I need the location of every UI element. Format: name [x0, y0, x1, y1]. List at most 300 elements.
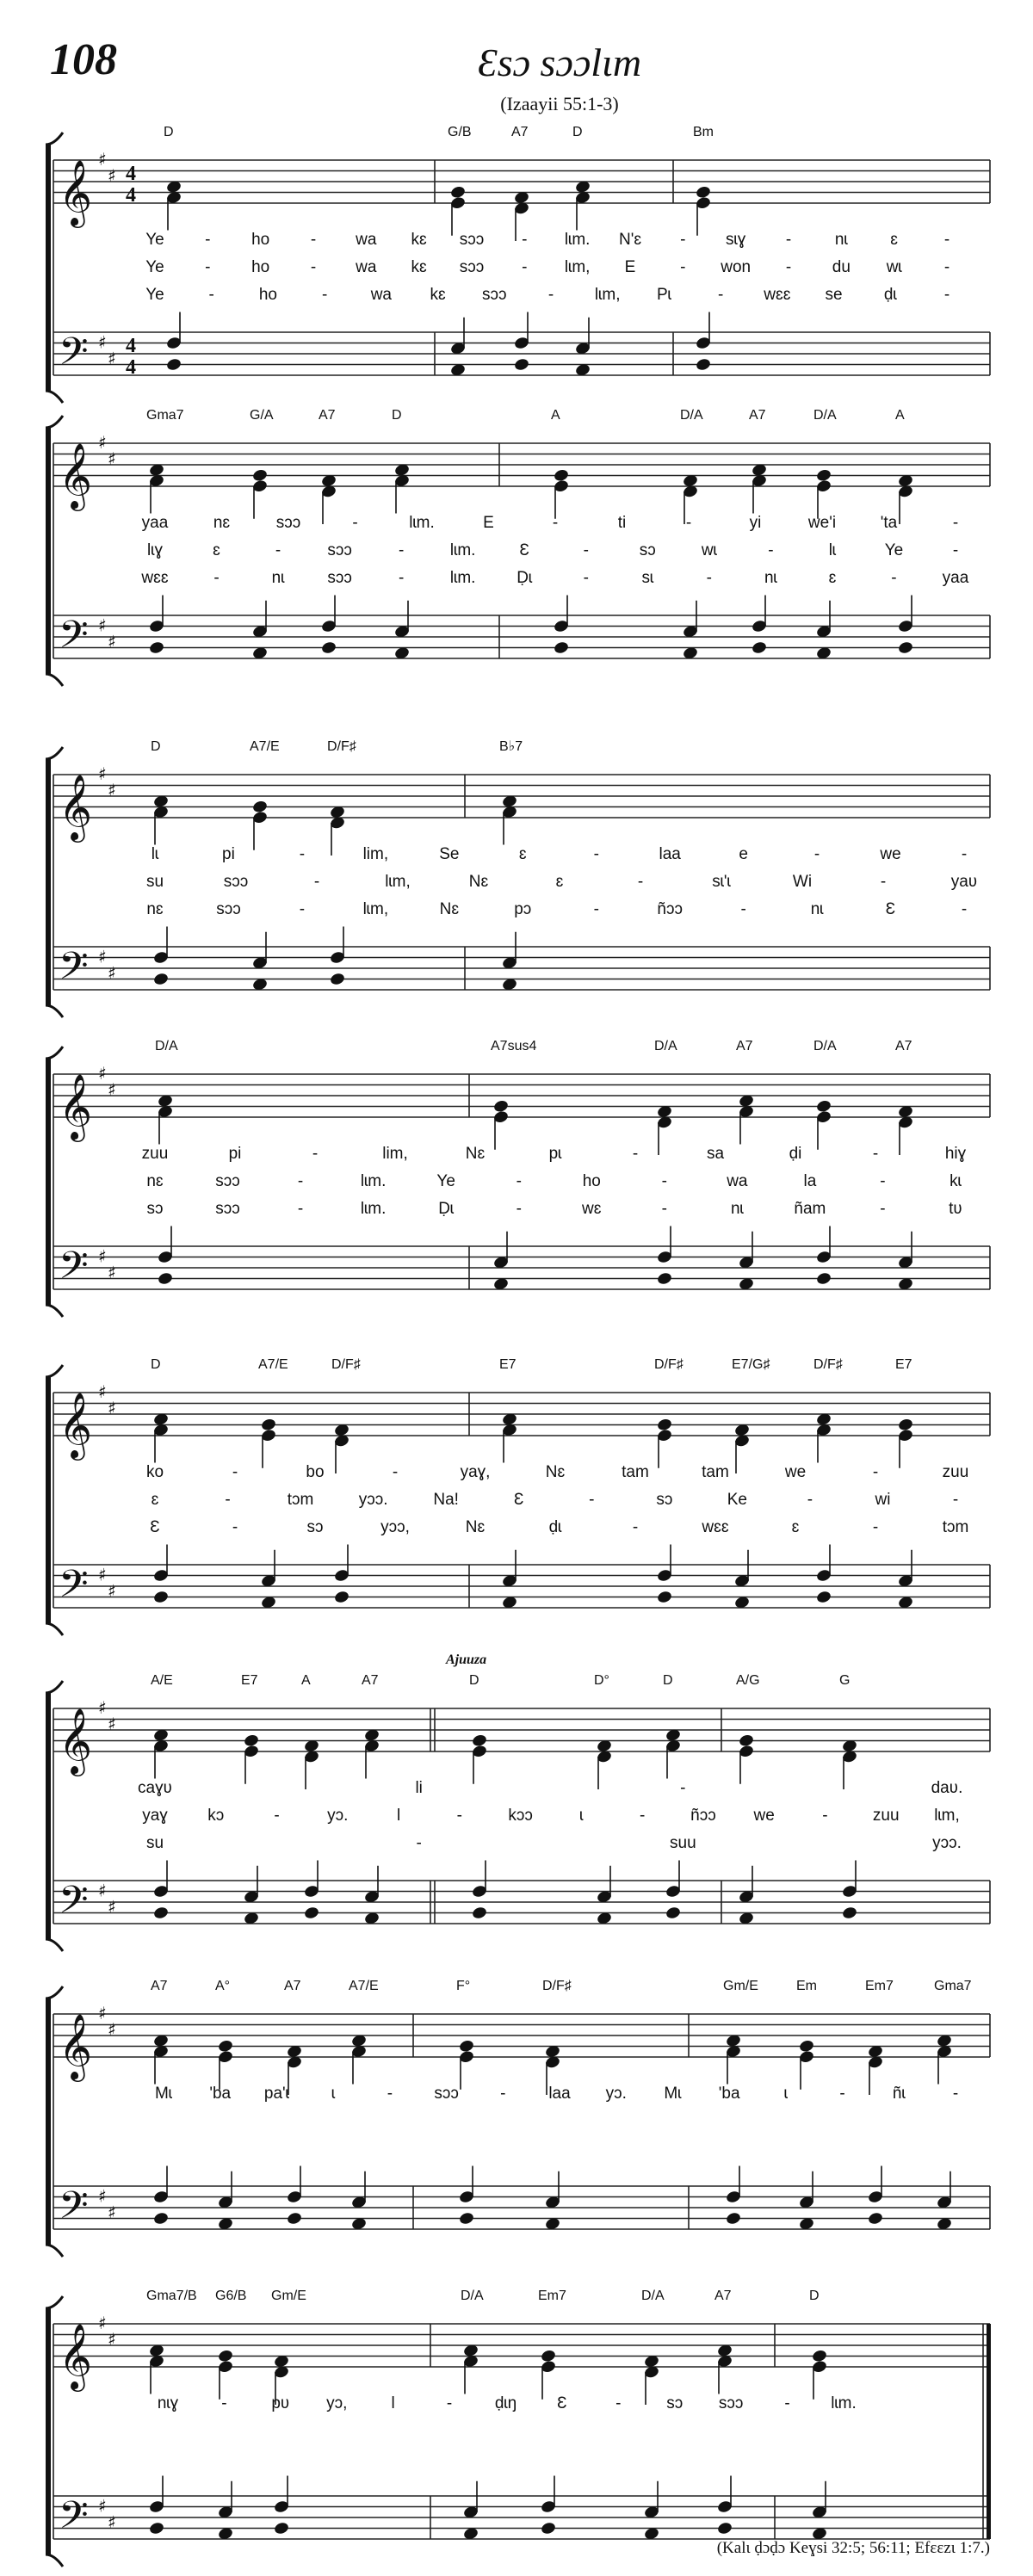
lyric-syllable: sɔɔ: [327, 569, 352, 587]
lyric-syllable: ɩ: [331, 2085, 336, 2103]
lyric-hyphen: -: [522, 231, 528, 249]
lyric-syllable: Ye: [884, 541, 904, 559]
lyric-syllable: kɛ: [411, 258, 427, 276]
chord-symbol: A7: [319, 408, 336, 423]
lyric-hyphen: -: [312, 1145, 319, 1163]
lyric-hyphen: -: [274, 1807, 280, 1825]
lyric-hyphen: -: [593, 845, 599, 863]
chord-symbol: D/F♯: [542, 1979, 572, 1993]
treble-notehead: [553, 468, 569, 483]
lyric-hyphen: -: [891, 569, 897, 587]
lyric-hyphen: -: [589, 1491, 595, 1509]
lyric-syllable: li: [415, 1779, 423, 1797]
lyric-syllable: l: [391, 2394, 395, 2412]
key-sharp-icon: ♯: [108, 1713, 116, 1734]
lyric-syllable: nɩ: [730, 1200, 744, 1218]
lyric-hyphen: -: [872, 1463, 879, 1481]
lyric-syllable: lɩm.: [831, 2394, 857, 2412]
lyric-hyphen: -: [680, 231, 686, 249]
lyric-syllable: sɩ: [641, 569, 654, 587]
lyric-syllable: wɛɛ: [141, 569, 169, 587]
key-sharp-icon: ♯: [98, 2003, 107, 2023]
treble-notehead: [815, 1099, 832, 1114]
bass-clef-icon: 𝄢: [59, 2183, 89, 2237]
chord-symbol: Gma7: [146, 408, 184, 423]
bass-notehead: [665, 1906, 681, 1920]
lyric-hyphen: -: [632, 1145, 639, 1163]
lyric-syllable: ɛ: [555, 873, 564, 891]
lyric-syllable: yɔɔ.: [358, 1491, 388, 1509]
bass-clef-icon: 𝄢: [59, 2493, 89, 2547]
chord-symbol: D: [663, 1673, 673, 1688]
treble-clef-icon: 𝄞: [59, 2323, 93, 2389]
lyric-syllable: sɔɔ: [459, 231, 485, 249]
lyric-syllable: we'i: [807, 514, 837, 532]
lyric-syllable: E: [483, 514, 494, 532]
lyric-syllable: sɔɔ: [459, 258, 485, 276]
lyric-syllable: sɔɔ: [482, 286, 507, 304]
treble-notehead: [897, 1418, 913, 1432]
treble-notehead: [243, 1733, 259, 1748]
treble-notehead: [458, 2039, 474, 2054]
treble-notehead: [815, 468, 832, 483]
chord-symbol: G: [839, 1673, 851, 1688]
key-sharp-icon: ♯: [98, 2313, 107, 2333]
lyric-hyphen: -: [275, 541, 281, 559]
bass-notehead: [656, 1590, 672, 1604]
lyric-syllable: ñɔɔ: [657, 900, 683, 918]
lyric-hyphen: -: [768, 541, 774, 559]
lyric-syllable: yɔ.: [605, 2085, 627, 2103]
lyric-hyphen: -: [392, 1463, 399, 1481]
lyric-syllable: la: [803, 1172, 817, 1190]
lyric-hyphen: -: [547, 286, 554, 304]
lyric-hyphen: -: [872, 1518, 879, 1536]
lyric-syllable: 'ba: [209, 2085, 232, 2103]
treble-notehead: [217, 2039, 233, 2054]
bass-notehead: [867, 2211, 883, 2226]
bass-timesig-top: 4: [126, 335, 136, 357]
lyric-syllable: Ɛ: [557, 2394, 567, 2412]
chord-symbol: D/A: [155, 1039, 178, 1053]
treble-notehead: [798, 2039, 814, 2054]
lyric-syllable: Wi: [792, 873, 813, 891]
lyric-syllable: pʋ: [271, 2394, 290, 2412]
chord-symbol: Gm/E: [271, 2289, 306, 2303]
system-7: [46, 1979, 990, 2257]
treble-timesig-top: 4: [126, 163, 136, 185]
lyric-hyphen: -: [398, 541, 405, 559]
treble-notehead: [260, 1418, 276, 1432]
lyric-syllable: ho: [251, 231, 270, 249]
lyric-syllable: Ye: [145, 231, 164, 249]
lyric-syllable: we: [880, 845, 901, 863]
chord-symbol: A7sus4: [491, 1039, 537, 1053]
lyric-hyphen: -: [872, 1145, 879, 1163]
lyric-syllable: sɔ: [306, 1518, 324, 1536]
chord-symbol: G/A: [250, 408, 274, 423]
lyric-hyphen: -: [225, 1491, 231, 1509]
bass-notehead: [152, 2211, 169, 2226]
lyric-syllable: sɔɔ: [216, 900, 241, 918]
lyric-syllable: kɔ: [207, 1807, 225, 1825]
lyric-syllable: sa: [706, 1145, 725, 1163]
chord-symbol: D/F♯: [654, 1357, 684, 1372]
lyric-syllable: wɛɛ: [764, 286, 791, 304]
system-8: [46, 2289, 991, 2567]
key-sharp-icon: ♯: [108, 2018, 116, 2040]
lyric-hyphen: -: [352, 514, 358, 532]
lyric-hyphen: -: [685, 514, 692, 532]
lyric-hyphen: -: [208, 286, 214, 304]
lyric-syllable: Ḍɩ: [516, 569, 533, 587]
lyric-syllable: Ɛ: [519, 541, 529, 559]
lyric-hyphen: -: [785, 258, 792, 276]
bass-notehead: [471, 1906, 487, 1920]
chord-symbol: D: [572, 125, 583, 139]
chord-symbol: A7: [151, 1979, 168, 1993]
lyric-syllable: zuu: [942, 1463, 969, 1481]
lyric-syllable: yaa: [942, 569, 969, 587]
lyric-syllable: zuu: [872, 1807, 900, 1825]
lyric-syllable: lɩm.: [409, 514, 435, 532]
lyric-hyphen: -: [205, 231, 211, 249]
lyric-syllable: tʋ: [949, 1200, 962, 1218]
lyric-syllable: ɛ: [518, 845, 527, 863]
lyric-syllable: Nɛ: [465, 1145, 486, 1163]
key-sharp-icon: ♯: [98, 946, 107, 967]
chord-symbol: Em7: [865, 1979, 894, 1993]
bass-notehead: [273, 2521, 289, 2536]
hymn-number: 108: [50, 35, 117, 84]
lyric-syllable: yɔɔ.: [932, 1834, 962, 1852]
treble-notehead: [217, 2349, 233, 2363]
lyric-syllable: wa: [727, 1172, 748, 1190]
lyric-syllable: wɛɛ: [702, 1518, 729, 1536]
bass-notehead: [152, 1906, 169, 1920]
bass-notehead: [148, 2521, 164, 2536]
bass-notehead: [303, 1906, 319, 1920]
lyric-hyphen: -: [205, 258, 211, 276]
lyric-hyphen: -: [952, 541, 959, 559]
treble-timesig-bottom: 4: [126, 184, 136, 207]
chord-symbol: E7: [895, 1357, 912, 1372]
lyric-syllable: yaɣ,: [460, 1463, 491, 1481]
lyric-syllable: sɔ: [146, 1200, 164, 1218]
treble-clef-icon: 𝄞: [59, 1073, 93, 1140]
lyric-syllable: pi: [228, 1145, 242, 1163]
lyric-syllable: sɔɔ: [215, 1172, 240, 1190]
lyric-syllable: ti: [617, 514, 627, 532]
treble-notehead: [449, 185, 466, 200]
treble-clef-icon: 𝄞: [59, 1392, 93, 1458]
lyric-syllable: l: [396, 1807, 401, 1825]
lyric-syllable: 'ba: [718, 2085, 740, 2103]
lyric-syllable: wi: [875, 1491, 891, 1509]
bass-notehead: [656, 1271, 672, 1286]
hymn-title: Ɛsɔ sɔɔlɩm: [477, 40, 642, 84]
lyric-syllable: yɔ,: [326, 2394, 348, 2412]
lyric-syllable: su: [145, 1834, 164, 1852]
lyric-syllable: pɩ: [548, 1145, 562, 1163]
final-barline-thick: [987, 2324, 991, 2539]
key-sharp-icon: ♯: [108, 1580, 116, 1602]
lyric-hyphen: -: [961, 845, 968, 863]
key-sharp-icon: ♯: [98, 432, 107, 453]
bass-notehead: [841, 1906, 857, 1920]
lyric-syllable: ho: [582, 1172, 601, 1190]
chord-symbol: D/F♯: [331, 1357, 361, 1372]
lyric-syllable: sɔ: [639, 541, 656, 559]
lyric-hyphen: -: [552, 514, 559, 532]
lyric-hyphen: -: [740, 900, 746, 918]
chord-symbol: A7: [362, 1673, 379, 1688]
lyric-syllable: sɔɔ: [275, 514, 301, 532]
bass-notehead: [725, 2211, 741, 2226]
lyric-syllable: ḍɩŋ: [494, 2394, 517, 2412]
chord-symbol: Gma7/B: [146, 2289, 197, 2303]
chord-symbol: A7: [511, 125, 529, 139]
system-2: [46, 408, 990, 686]
key-sharp-icon: ♯: [98, 1564, 107, 1585]
lyric-syllable: ɛ: [828, 569, 837, 587]
lyric-syllable: tam: [622, 1463, 649, 1481]
lyric-syllable: N'ɛ: [618, 231, 642, 249]
lyric-syllable: pa'ɩ: [263, 2085, 289, 2103]
system-5: [46, 1357, 990, 1635]
lyric-syllable: hiɣ: [944, 1145, 967, 1163]
bass-clef-icon: 𝄢: [59, 329, 89, 383]
bass-notehead: [553, 640, 569, 655]
lyric-hyphen: -: [446, 2394, 453, 2412]
lyric-syllable: lɩm.: [449, 541, 476, 559]
lyric-hyphen: -: [807, 1491, 813, 1509]
lyric-syllable: lɩm.: [360, 1172, 387, 1190]
treble-notehead: [540, 2349, 556, 2363]
bass-notehead: [815, 1590, 832, 1604]
lyric-syllable: Ḍɩ: [438, 1200, 455, 1218]
lyric-syllable: ɛ: [213, 541, 220, 559]
key-sharp-icon: ♯: [98, 1880, 107, 1901]
lyric-syllable: ɩ: [579, 1807, 584, 1825]
key-sharp-icon: ♯: [98, 763, 107, 784]
chord-symbol: D: [392, 408, 402, 423]
key-sharp-icon: ♯: [98, 1697, 107, 1718]
lyric-hyphen: -: [717, 286, 724, 304]
bass-notehead: [165, 357, 182, 372]
lyric-syllable: tɔm: [287, 1491, 314, 1509]
lyric-syllable: nɛ: [213, 514, 231, 532]
treble-clef-icon: 𝄞: [59, 2013, 93, 2079]
treble-notehead: [251, 468, 268, 483]
bass-notehead: [152, 972, 169, 986]
chord-symbol: D/A: [654, 1039, 677, 1053]
lyric-syllable: sɔ: [656, 1491, 673, 1509]
bass-timesig-bottom: 4: [126, 356, 136, 379]
lyric-hyphen: -: [221, 2394, 227, 2412]
lyric-hyphen: -: [785, 231, 792, 249]
key-sharp-icon: ♯: [108, 1397, 116, 1418]
lyric-hyphen: -: [398, 569, 405, 587]
lyric-syllable: ḍɩ: [548, 1518, 562, 1536]
lyric-syllable: nɩ: [764, 569, 777, 587]
lyric-syllable: sɔ: [666, 2394, 684, 2412]
bass-notehead: [897, 640, 913, 655]
key-sharp-icon: ♯: [98, 331, 107, 353]
treble-notehead: [811, 2349, 827, 2363]
lyric-syllable: ñam: [794, 1200, 826, 1218]
lyric-syllable: laa: [659, 845, 681, 863]
bass-notehead: [286, 2211, 302, 2226]
treble-notehead: [471, 1733, 487, 1748]
treble-notehead: [738, 1733, 754, 1748]
lyric-hyphen: -: [313, 873, 320, 891]
lyric-syllable: su: [145, 873, 164, 891]
chord-symbol: A: [551, 408, 560, 423]
bass-clef-icon: 𝄢: [59, 612, 89, 666]
lyric-syllable: Mɩ: [664, 2085, 682, 2103]
lyric-hyphen: -: [310, 231, 317, 249]
lyric-syllable: nɩ: [834, 231, 848, 249]
lyric-syllable: we: [753, 1807, 775, 1825]
lyric-syllable: Se: [439, 845, 460, 863]
lyric-syllable: lɩm,: [362, 900, 389, 918]
chord-symbol: A7: [736, 1039, 753, 1053]
system-6: [46, 1652, 990, 1951]
bass-clef-icon: 𝄢: [59, 1243, 89, 1297]
key-sharp-icon: ♯: [108, 779, 116, 800]
chord-symbol: A7/E: [349, 1979, 379, 1993]
chord-symbol: G/B: [448, 125, 472, 139]
lyric-syllable: lɩm.: [360, 1200, 387, 1218]
lyric-hyphen: -: [615, 2394, 622, 2412]
chord-symbol: D: [151, 1357, 161, 1372]
key-sharp-icon: ♯: [98, 2495, 107, 2517]
lyric-hyphen: -: [943, 231, 950, 249]
key-sharp-icon: ♯: [98, 149, 107, 170]
lyric-hyphen: -: [516, 1200, 522, 1218]
lyric-syllable: lɩ: [828, 541, 837, 559]
lyric-syllable: lɩm.: [564, 231, 591, 249]
lyric-syllable: lɩm,: [934, 1807, 960, 1825]
lyric-syllable: daʋ.: [931, 1779, 963, 1797]
lyric-syllable: kɔɔ: [508, 1807, 533, 1825]
chord-symbol: Em7: [538, 2289, 566, 2303]
bass-clef-icon: 𝄢: [59, 943, 89, 998]
lyric-syllable: Nɛ: [468, 873, 489, 891]
lyric-hyphen: -: [961, 900, 968, 918]
scripture-reference: (Izaayii 55:1-3): [500, 93, 619, 114]
lyric-hyphen: -: [299, 845, 306, 863]
lyric-syllable: ḍi: [789, 1145, 802, 1163]
chord-symbol: A: [301, 1673, 311, 1688]
lyric-syllable: sɔɔ: [718, 2394, 744, 2412]
chord-symbol: D/A: [680, 408, 703, 423]
key-sharp-icon: ♯: [108, 631, 116, 652]
bass-clef-icon: 𝄢: [59, 1561, 89, 1615]
lyric-hyphen: -: [387, 2085, 393, 2103]
lyric-hyphen: -: [297, 1200, 304, 1218]
lyric-syllable: kɛ: [411, 231, 427, 249]
lyric-syllable: sɔɔ: [434, 2085, 459, 2103]
key-sharp-icon: ♯: [108, 2328, 116, 2350]
chord-symbol: D/A: [461, 2289, 484, 2303]
lyric-hyphen: -: [232, 1518, 238, 1536]
chord-symbol: A°: [215, 1979, 231, 1993]
bass-notehead: [540, 2521, 556, 2536]
lyric-syllable: Pɩ: [656, 286, 671, 304]
lyric-hyphen: -: [880, 873, 887, 891]
lyric-syllable: wa: [356, 258, 377, 276]
footer-reference: (Kalɩ ḍɔḍɔ Keɣsi 32:5; 56:11; Efɛɛzɩ 1:7.): [716, 2539, 990, 2557]
lyric-hyphen: -: [822, 1807, 828, 1825]
lyric-syllable: Na!: [433, 1491, 459, 1509]
lyric-syllable: ɛ: [791, 1518, 800, 1536]
treble-notehead: [251, 800, 268, 814]
lyric-syllable: sɔɔ: [223, 873, 249, 891]
lyric-syllable: Ɛ: [150, 1518, 160, 1536]
lyric-syllable: yaʋ: [950, 873, 978, 891]
lyric-syllable: Ɛ: [513, 1491, 524, 1509]
lyric-hyphen: -: [880, 1172, 886, 1190]
lyric-syllable: we: [784, 1463, 807, 1481]
treble-notehead: [492, 1099, 509, 1114]
treble-clef-icon: 𝄞: [59, 159, 93, 225]
lyric-hyphen: -: [516, 1172, 522, 1190]
lyric-syllable: lɩm,: [594, 286, 621, 304]
bass-notehead: [513, 357, 529, 372]
lyric-syllable: 'ta: [880, 514, 898, 532]
lyric-syllable: ɩ: [783, 2085, 788, 2103]
lyric-syllable: Ye: [436, 1172, 455, 1190]
chord-symbol: A7: [714, 2289, 732, 2303]
lyric-syllable: Mɩ: [154, 2085, 173, 2103]
chord-symbol: D/F♯: [813, 1357, 843, 1372]
key-sharp-icon: ♯: [98, 2185, 107, 2207]
lyric-syllable: ho: [251, 258, 270, 276]
lyric-hyphen: -: [943, 258, 950, 276]
lyric-syllable: lɩm,: [385, 873, 411, 891]
bass-notehead: [333, 1590, 349, 1604]
chord-symbol: A/E: [151, 1673, 173, 1688]
lyric-hyphen: -: [839, 2085, 845, 2103]
chord-symbol: D/F♯: [327, 739, 356, 754]
lyric-hyphen: -: [297, 1172, 304, 1190]
chord-symbol: D/A: [813, 1039, 837, 1053]
lyric-syllable: Ye: [145, 258, 164, 276]
lyric-syllable: tam: [702, 1463, 729, 1481]
lyric-syllable: yaɣ: [142, 1807, 168, 1825]
lyric-syllable: Ɛ: [885, 900, 896, 918]
lyric-syllable: laa: [548, 2085, 571, 2103]
treble-notehead: [695, 185, 711, 200]
lyric-syllable: du: [832, 258, 851, 276]
lyric-syllable: lim,: [382, 1145, 408, 1163]
key-sharp-icon: ♯: [108, 448, 116, 469]
lyric-hyphen: -: [943, 286, 950, 304]
chord-symbol: Gm/E: [723, 1979, 758, 1993]
lyric-syllable: ɛ: [890, 231, 899, 249]
system-3: [46, 739, 990, 1017]
chord-symbol: D: [151, 739, 161, 754]
lyric-syllable: won: [721, 258, 752, 276]
tempo-marking: Ajuuza: [446, 1652, 487, 1667]
chord-symbol: A7: [749, 408, 766, 423]
lyric-syllable: nɛ: [146, 1172, 164, 1190]
lyric-hyphen: -: [583, 541, 589, 559]
treble-notehead: [656, 1418, 672, 1432]
lyric-syllable: wɩ: [886, 258, 902, 276]
